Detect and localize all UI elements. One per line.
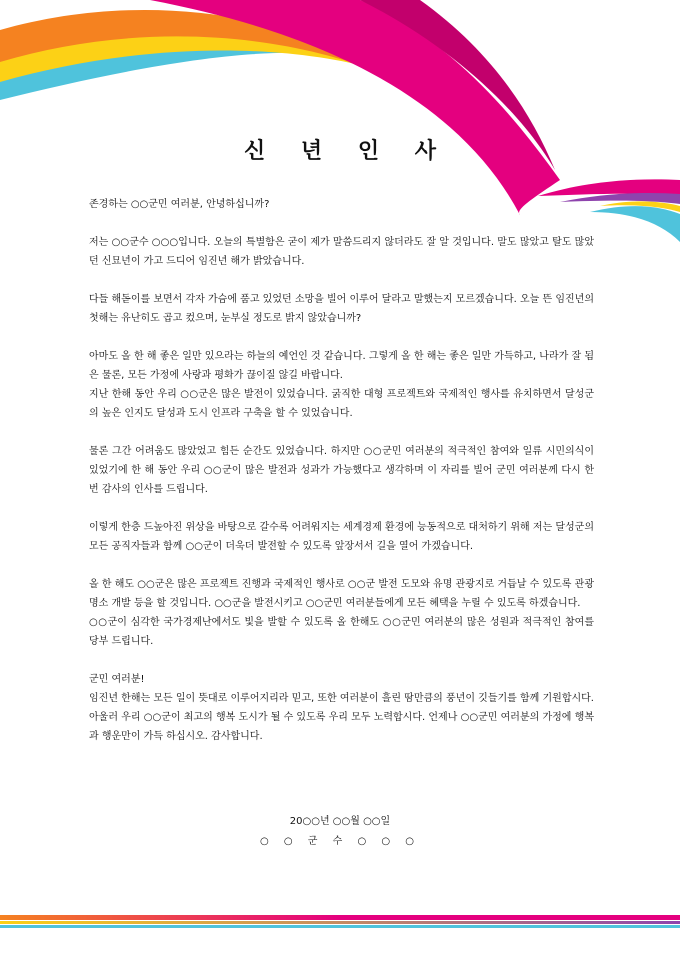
- swoosh-right-cyan: [590, 206, 680, 242]
- page-title: 신 년 인 사: [244, 139, 450, 164]
- signature-date: 20○○년 ○○월 ○○일: [289, 816, 391, 827]
- stripe-top: [0, 915, 680, 920]
- paragraph-7a: 군민 여러분!: [89, 674, 145, 685]
- paragraph-4: 물론 그간 어려움도 많았었고 힘든 순간도 있었습니다. 하지만 ○○군민 여러분의 적극적인 참여와 일류 시민의식이 있었기에 한 해 동안 우리 ○○군이 많은 발전과 성과가 가능했다고 생각하며 이 자리를 빌어 군민 여러분께 다시 한번 감사의 인사를 드립니다.: [89, 446, 594, 495]
- paragraph-1: 저는 ○○군수 ○○○입니다. 오늘의 특별함은 굳이 제가 말씀드리지 않더라도 잘 알 것입니다. 말도 많았고 탈도 많았던 신묘년이 가고 드디어 임진년 해가 밝았습니다.: [89, 237, 594, 267]
- paragraph-7b: 임진년 한해는 모든 일이 뜻대로 이루어지리라 믿고, 또한 여러분이 흘린 땀만큼의 풍년이 깃들기를 함께 기원합시다. 아울러 우리 ○○군이 최고의 행복 도시가 될 수 있도록 우리 모두 노력합시다. 언제나 ○○군민 여러분의 가정에 행복과 행운만이 가득 하십시오. 감사합니다.: [89, 693, 594, 742]
- greeting-paragraph: 존경하는 ○○군민 여러분, 안녕하십니까?: [89, 199, 270, 210]
- letter-body: [89, 195, 594, 765]
- signature-block: [0, 812, 680, 852]
- paragraph-2: 다들 해돋이를 보면서 각자 가슴에 품고 있었던 소망을 빌어 이루어 달라고 말했는지 모르겠습니다. 오늘 뜬 임진년의 첫해는 유난히도 곱고 컸으며, 눈부실 정도로 밝지 않았습니까?: [89, 294, 594, 324]
- paragraph-5: 이렇게 한층 드높아진 위상을 바탕으로 갈수록 어려워지는 세계경제 환경에 능동적으로 대처하기 위해 저는 달성군의 모든 공직자들과 함께 ○○군이 더욱더 발전할 수 있도록 앞장서서 길을 열어 가겠습니다.: [89, 522, 595, 552]
- footer-stripe-decoration: [0, 915, 680, 929]
- stripe-middle: [0, 921, 680, 924]
- paragraph-3a: 아마도 올 한 해 좋은 일만 있으라는 하늘의 예언인 것 같습니다. 그렇게 올 한 해는 좋은 일만 가득하고, 나라가 잘 됨은 물론, 모든 가정에 사랑과 평화가 끊이질 않길 바랍니다.: [89, 351, 594, 381]
- paragraph-3b: 지난 한해 동안 우리 ○○군은 많은 발전이 있었습니다. 굵직한 대형 프로젝트와 국제적인 행사를 유치하면서 달성군의 높은 인지도 달성과 도시 인프라 구축을 할 수 있었습니다.: [89, 389, 594, 419]
- paragraph-6b: ○○군이 심각한 국가경제난에서도 빛을 발할 수 있도록 올 한해도 ○○군민 여러분의 많은 성원과 적극적인 참여를 당부 드립니다.: [89, 617, 594, 647]
- paragraph-6a: 올 한 해도 ○○군은 많은 프로젝트 진행과 국제적인 행사로 ○○군 발전 도모와 유명 관광지로 거듭날 수 있도록 관광명소 개발 등을 할 것입니다. ○○군을 발전시키고 ○○군민 여러분들에게 모든 혜택을 누릴 수 있도록 하겠습니다.: [89, 579, 594, 609]
- signature-name: ○ ○ 군 수 ○ ○ ○: [259, 836, 421, 847]
- stripe-bottom: [0, 925, 680, 928]
